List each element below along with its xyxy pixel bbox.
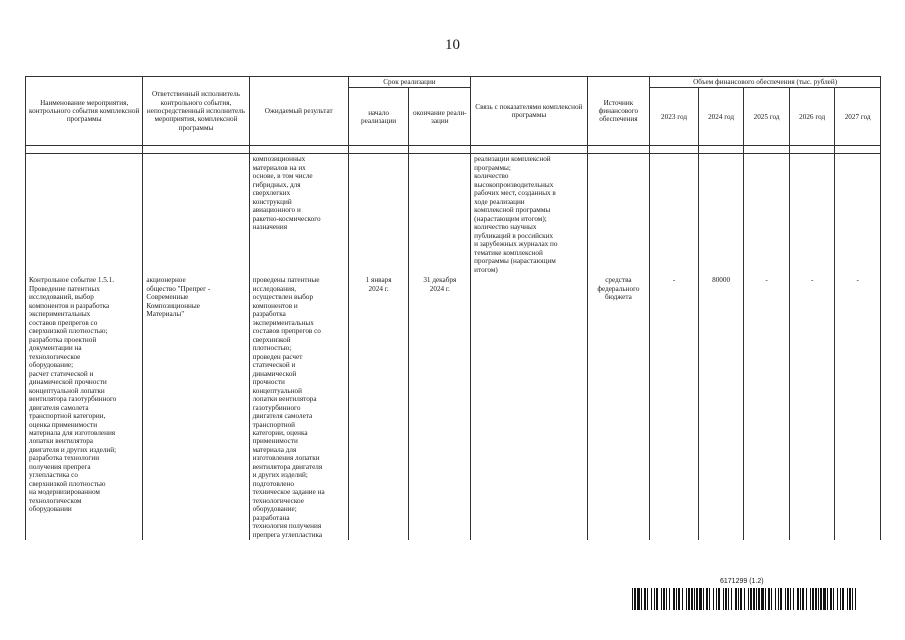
event-2024: 80000 [698,275,744,540]
event-2025: - [744,275,790,540]
event-source: средства федерального бюджета [587,275,650,540]
header-year-2027: 2027 год [835,88,881,146]
header-name: Наименование мероприятия, контрольного события комплексной программы [26,77,143,146]
header-period-group: Срок реализации [348,77,470,88]
header-result: Ожидаемый результат [249,77,348,146]
event-2026: - [789,275,835,540]
header-source: Источник финансового обеспечения [587,77,650,146]
event-2027: - [835,275,881,540]
continuation-row [26,154,881,275]
barcode-text: 6171299 (1.2) [720,578,764,585]
continuation-result: композиционных материалов на их основе, в том числе гибридных, для сверхлегких конструкций авиационного и ракетно-космического назначения [249,154,348,275]
header-year-2026: 2026 год [789,88,835,146]
header-funding-group: Объем финансового обеспечения (тыс. рублей) [650,77,881,88]
event-2023: - [650,275,699,540]
header-responsible: Ответственный исполнитель контрольного события, непосредственный исполнитель мероприятия, комплексной программы [143,77,249,146]
event-result: проведены патентные исследования, осуществлен выбор компонентов и разработка экспериментальных составов препрегов со сверхнизкой плотностью; проведен расчет статической и динамической прочности концептуальной лопатки вентилятора газотурбинного двигателя самолета транспортной категории, оценка применимости материала для изготовления лопатки вентилятора двигателя и других изделий; подготовлено техническое задание на технологическое оборудование; разработана технология получения препрега углепластика [249,275,348,540]
header-year-2023: 2023 год [650,88,699,146]
continuation-link: реализации комплексной программы; количество высокопроизводительных рабочих мест, созданных в ходе реализации комплексной программы (нарастающим итогом); количество научных публикаций в российских и зарубежных журналах по тематике комплексной программы (нарастающим итогом) [471,154,587,275]
header-year-2025: 2025 год [744,88,790,146]
program-table [25,76,881,540]
event-end: 31 декабря 2024 г. [409,275,471,540]
header-start: начало реализации [348,88,409,146]
event-start: 1 января 2024 г. [348,275,409,540]
event-name: Контрольное событие 1.5.1. Проведение патентных исследований, выбор компонентов и разработка экспериментальных составов препрегов со сверхнизкой плотностью; разработка проектной документации на технологическое оборудование; расчет статической и динамической прочности концептуальной лопатки вентилятора газотурбинного двигателя самолета транспортной категории, оценка применимости материала для изготовления лопатки вентилятора двигателя и других изделий; разработка технологии получения препрега углепластика со сверхнизкой плотностью на модернизированном технологическом оборудовании [26,275,143,540]
header-end: окончание реали-зации [409,88,471,146]
header-year-2024: 2024 год [698,88,744,146]
table-row [26,275,881,540]
barcode [632,588,857,610]
page-number: 10 [445,37,460,53]
header-link: Связь с показателями комплексной программы [471,77,587,146]
event-responsible: акционерное общество "Препрег - Современные Композиционные Материалы" [143,275,249,540]
